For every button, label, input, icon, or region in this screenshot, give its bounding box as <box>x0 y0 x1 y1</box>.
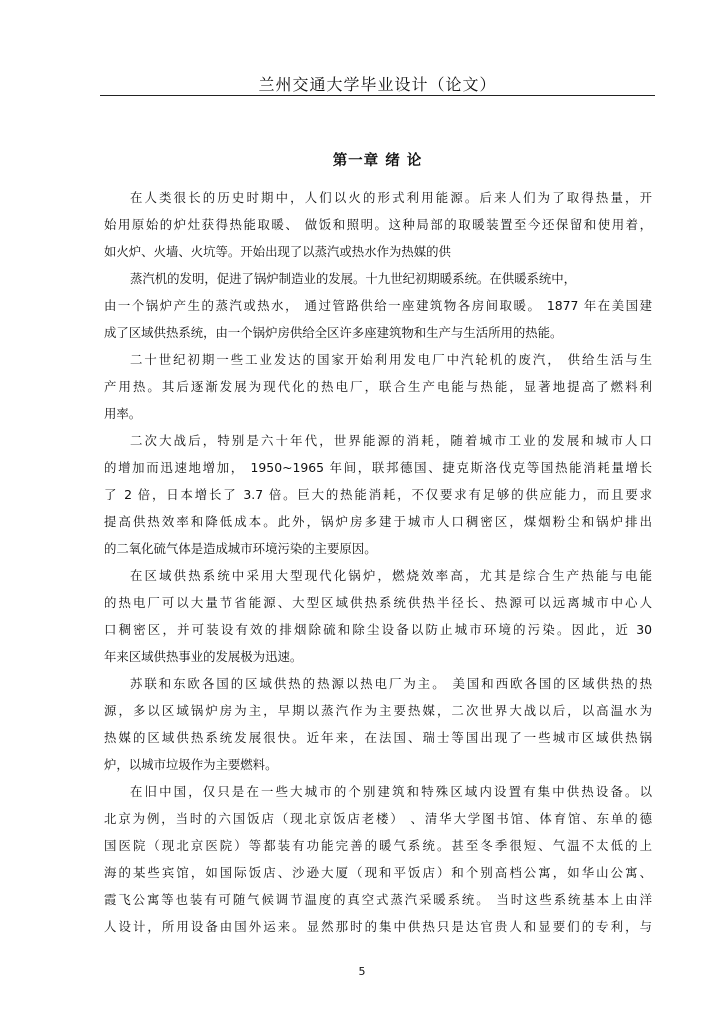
text-line: 二十世纪初期一些工业发达的国家开始利用发电厂中汽轮机的废汽， 供给生活与生 <box>130 352 652 367</box>
text-line: 的增加而迅速地增加， 1950~1965 年间，联邦德国、捷克斯洛伐克等国热能消耗量增长 <box>104 460 652 475</box>
text-line: 了 2 倍，日本增长了 3.7 倍。巨大的热能消耗，不仅要求有足够的供应能力，而且要求 <box>104 487 652 502</box>
text-line: 由一个锅炉产生的蒸汽或热水， 通过管路供给一座建筑物各房间取暖。 1877 年在美国建 <box>104 298 652 313</box>
text-line: 热媒的区域供热系统发展很快。近年来，在法国、瑞士等国出现了一些城市区域供热锅 <box>104 730 652 745</box>
text-line: 提高供热效率和降低成本。此外，锅炉房多建于城市人口稠密区，煤烟粉尘和锅炉排出 <box>104 514 652 529</box>
text-line: 用率。 <box>104 406 142 421</box>
text-line: 二次大战后，特别是六十年代，世界能源的消耗，随着城市工业的发展和城市人口 <box>130 433 652 448</box>
text-line: 始用原始的炉灶获得热能取暖、 做饭和照明。这种局部的取暖装置至今还保留和使用着， <box>104 217 652 232</box>
text-line: 成了区域供热系统，由一个锅炉房供给全区许多座建筑物和生产与生活所用的热能。 <box>104 325 563 340</box>
text-line: 霞飞公寓等也装有可随气候调节温度的真空式蒸汽采暖系统。 当时这些系统基本上由洋 <box>104 892 652 907</box>
text-line: 的二氧化硫气体是造成城市环境污染的主要原因。 <box>104 541 377 556</box>
text-line: 人设计，所用设备由国外运来。显然那时的集中供热只是达官贵人和显要们的专利，与 <box>104 919 652 934</box>
text-line: 在区域供热系统中采用大型现代化锅炉，燃烧效率高，尤其是综合生产热能与电能 <box>130 568 652 583</box>
text-line: 海的某些宾馆，如国际饭店、沙逊大厦（现和平饭店）和个别高档公寓，如华山公寓、 <box>104 865 652 880</box>
text-line: 在旧中国，仅只是在一些大城市的个别建筑和特殊区域内设置有集中供热设备。以 <box>130 784 652 799</box>
text-line: 国医院（现北京医院）等都装有功能完善的暖气系统。甚至冬季很短、气温不太低的上 <box>104 838 652 853</box>
running-header-title: 兰州交通大学毕业设计（论文） <box>258 75 497 94</box>
header-divider <box>100 95 655 96</box>
text-line: 源，多以区域锅炉房为主，早期以蒸汽作为主要热媒，二次世界大战以后，以高温水为 <box>104 703 652 718</box>
text-line: 北京为例，当时的六国饭店（现北京饭店老楼） 、清华大学图书馆、体育馆、东单的德 <box>104 811 652 826</box>
text-line: 在人类很长的历史时期中，人们以火的形式利用能源。后来人们为了取得热量，开 <box>130 190 652 205</box>
text-line: 蒸汽机的发明，促进了锅炉制造业的发展。十九世纪初期暖系统。在供暖系统中， <box>130 271 577 286</box>
body-text <box>104 184 652 940</box>
text-line: 如火炉、火墙、火坑等。开始出现了以蒸汽或热水作为热媒的供 <box>104 244 451 259</box>
chapter-title: 第一章 绪 论 <box>332 153 423 169</box>
text-line: 年来区域供热事业的发展极为迅速。 <box>104 649 303 664</box>
text-line: 口稠密区，并可装设有效的排烟除硫和除尘设备以防止城市环境的污染。因此，近 30 <box>104 622 652 637</box>
text-line: 苏联和东欧各国的区域供热的热源以热电厂为主。 美国和西欧各国的区域供热的热 <box>130 676 652 691</box>
text-line: 产用热。其后逐渐发展为现代化的热电厂，联合生产电能与热能，显著地提高了燃料利 <box>104 379 652 394</box>
page-number: 5 <box>358 965 366 978</box>
text-line: 炉，以城市垃圾作为主要燃料。 <box>104 757 278 772</box>
text-line: 的热电厂可以大量节省能源、大型区域供热系统供热半径长、热源可以远离城市中心人 <box>104 595 652 610</box>
